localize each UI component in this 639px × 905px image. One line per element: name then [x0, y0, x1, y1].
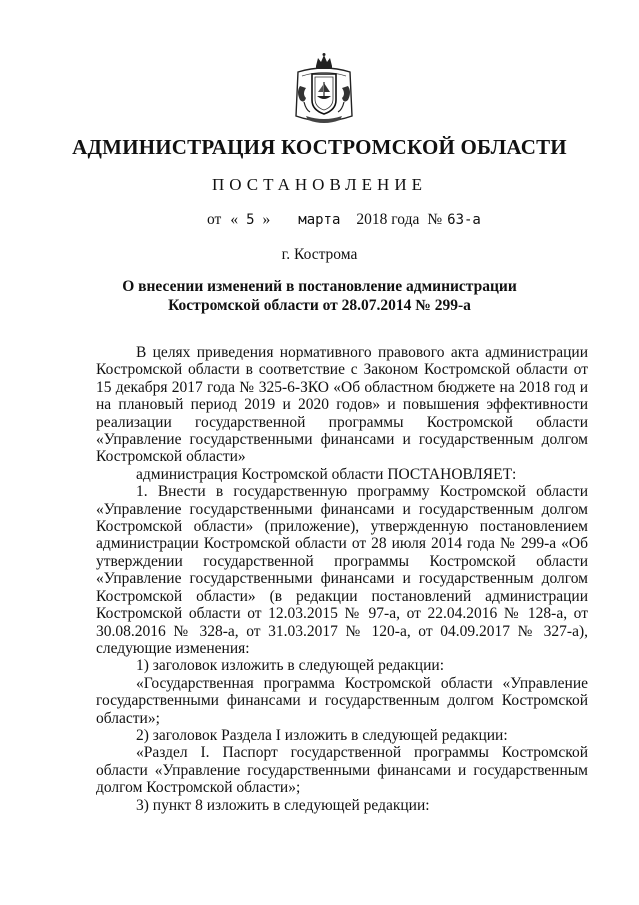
paragraph-resolves: администрация Костромской области ПОСТАНОВЛЯЕТ:	[136, 465, 517, 483]
number-sign: №	[427, 211, 443, 228]
paragraph-subitem-1: 1) заголовок изложить в следующей редакции:	[136, 657, 444, 675]
paragraph-preamble: В целях приведения нормативного правового акта администрации Костромской области в соответствие с Законом Костромской области от 15 декабря 2017 года № 325-6-ЗКО «Об областном бюджете на 2018 год и на плановый период 2019 и 2020 годов» и повышения эффективности реализации государственной программы Костромской области «Управление государственными финансами и государственным долгом Костромской области»	[96, 344, 588, 466]
date-prefix: от	[207, 211, 222, 228]
organization-name: АДМИНИСТРАЦИЯ КОСТРОМСКОЙ ОБЛАСТИ	[72, 135, 567, 159]
date-day: 5	[246, 212, 255, 228]
paragraph-item-1: 1. Внести в государственную программу Костромской области «Управление государственными финансами и государственным долгом Костромской области» (приложение), утвержденную постановлением администрации Костромской области от 28 июля 2014 года № 299-а «Об утверждении государственной программы Костромской области «Управление государственными финансами и государственным долгом Костромской области» (в редакции постановлений администрации Костромской области от 12.03.2015 № 97-а, от 22.04.2016 № 128-а, от 30.08.2016 № 328-а, от 31.03.2017 № 120-а, от 04.09.2017 № 327-а), следующие изменения:	[96, 483, 588, 657]
paragraph-quote-1: «Государственная программа Костромской области «Управление государственными финансами и государственным долгом Костромской области»;	[96, 674, 588, 727]
date-quote-close: »	[262, 211, 271, 228]
document-number: 63-а	[447, 212, 481, 228]
date-month: марта	[298, 212, 341, 228]
title-line-2: Костромской области от 28.07.2014 № 299-а	[168, 297, 471, 314]
paragraph-quote-2: «Раздел I. Паспорт государственной программы Костромской области «Управление государственными финансами и государственным долгом Костромской области»;	[96, 744, 588, 797]
document-type: ПОСТАНОВЛЕНИЕ	[211, 175, 427, 194]
paragraph-subitem-2: 2) заголовок Раздела I изложить в следующей редакции:	[136, 726, 508, 744]
document-title	[0, 277, 639, 315]
coat-of-arms-icon	[292, 52, 356, 128]
paragraph-subitem-3: 3) пункт 8 изложить в следующей редакции:	[136, 796, 430, 814]
date-year: 2018 года	[356, 211, 420, 228]
title-line-1: О внесении изменений в постановление администрации	[122, 278, 517, 295]
document-body	[96, 344, 588, 814]
city: г. Кострома	[281, 246, 358, 263]
date-line	[207, 211, 481, 229]
date-quote-open: «	[230, 211, 239, 228]
